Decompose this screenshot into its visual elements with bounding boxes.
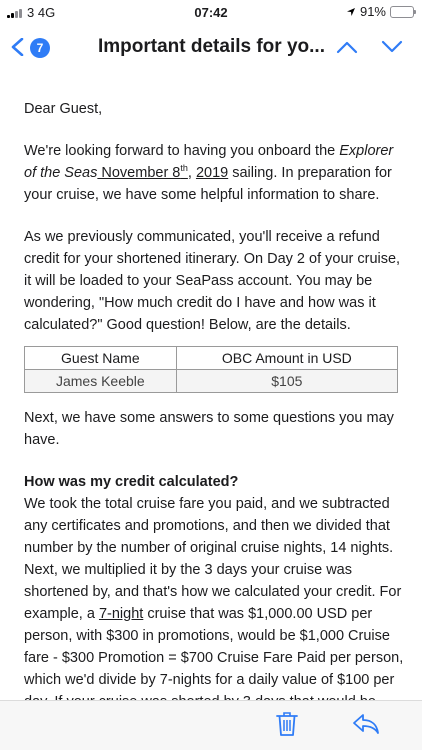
paragraph-credit: As we previously communicated, you'll receive a refund credit for your shortened itinerary. On Day 2 of your cruise, it will be loaded to your SeaPass account. You may be wondering, "How much credit do I have and how was it calculated?" Good question! Below, are the details.	[24, 229, 401, 333]
status-time: 07:42	[194, 5, 228, 20]
sailing-year[interactable]: 2019	[195, 165, 229, 181]
carrier-label: 3 4G	[27, 5, 56, 20]
status-bar	[0, 0, 422, 24]
table-header-row	[25, 347, 398, 370]
obc-amount-cell: $105	[176, 370, 397, 393]
column-header: OBC Amount in USD	[176, 347, 397, 370]
battery-icon	[390, 6, 414, 18]
chevron-left-icon[interactable]	[10, 38, 26, 56]
chevron-down-icon[interactable]	[381, 40, 403, 54]
page-title: Important details for yo...	[98, 36, 325, 57]
intro-comma: ,	[187, 165, 196, 181]
location-arrow-icon	[346, 7, 356, 17]
unread-count-badge[interactable]: 7	[30, 38, 50, 58]
ship-name: Explorer of the Seas	[24, 143, 394, 181]
nav-bar	[0, 24, 422, 70]
paragraph-next: Next, we have some answers to some questions you may have.	[24, 410, 394, 448]
seven-night-link[interactable]: 7-night	[98, 606, 144, 622]
trash-icon[interactable]	[276, 711, 298, 737]
sailing-date[interactable]	[97, 165, 188, 181]
table-row	[25, 370, 398, 393]
paragraph-intro	[24, 140, 404, 206]
guest-name-cell: James Keeble	[25, 370, 177, 393]
faq-answer	[24, 493, 404, 735]
sailing-date-text: November 8	[97, 165, 181, 181]
credit-table	[24, 346, 398, 393]
battery-percent: 91%	[359, 4, 386, 19]
bottom-toolbar	[0, 700, 422, 750]
faq-heading: How was my credit calculated?	[24, 474, 239, 490]
date-suffix: th	[180, 163, 188, 174]
intro-text: We're looking forward to having you onboard the	[24, 143, 340, 159]
faq-answer-text: We took the total cruise fare you paid, and we subtracted any certificates and promotions, and then we divided that number by the number of original cruise nights, 14 nights. Next, we multiplied it by the 3 days your cruise was shortened by, and that's how we calculated your credit. For example, a	[24, 496, 402, 622]
status-right	[346, 4, 414, 19]
greeting: Dear Guest,	[24, 101, 103, 117]
email-body	[24, 98, 404, 735]
faq-answer-text-end: cruise that was $1,000.00 USD per person, with $300 in promotions, would be $1,000 Cruise fare - $300 Promotion = $700 Cruise Fare Paid per person, which we'd divide by 7-nights for a daily value of $100 per	[24, 606, 404, 688]
column-header: Guest Name	[25, 347, 177, 370]
reply-icon[interactable]	[352, 713, 380, 735]
intro-text-end: sailing. In preparation for your cruise, we have some helpful information to share.	[24, 165, 392, 203]
chevron-up-icon[interactable]	[336, 40, 358, 54]
faq-section	[24, 471, 404, 735]
